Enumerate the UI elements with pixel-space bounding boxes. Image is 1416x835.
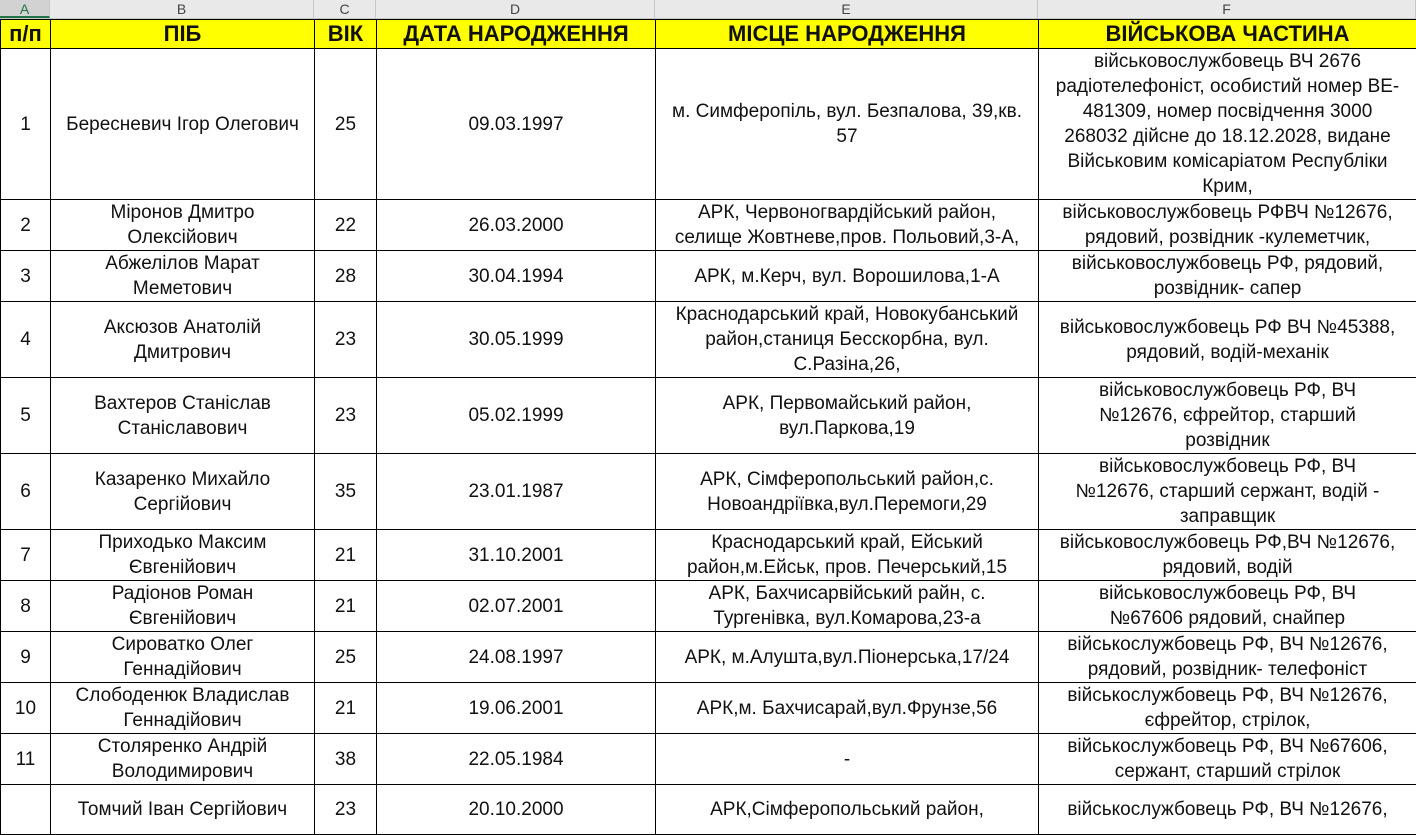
cell-unit[interactable] (1039, 581, 1416, 632)
cell-name[interactable] (51, 530, 315, 581)
cell-name[interactable] (51, 454, 315, 530)
table-row (1, 734, 1416, 785)
cell-line: Сергійович (54, 492, 311, 517)
cell-pob[interactable] (656, 734, 1039, 785)
cell-dob[interactable]: 05.02.1999 (377, 378, 656, 454)
cell-unit[interactable] (1039, 785, 1416, 835)
cell-unit[interactable] (1039, 632, 1416, 683)
cell-age[interactable]: 23 (315, 378, 377, 454)
cell-num[interactable]: 11 (1, 734, 51, 785)
cell-name[interactable] (51, 378, 315, 454)
cell-pob[interactable] (656, 581, 1039, 632)
column-header-bar (0, 0, 1416, 19)
cell-line: Меметович (54, 276, 311, 301)
cell-line: Вахтеров Станіслав (54, 391, 311, 416)
column-letter-e[interactable]: E (655, 0, 1038, 18)
cell-line: військослужбовець РФ, ВЧ №67606, (1042, 734, 1413, 759)
cell-line: м. Симферопіль, вул. Безпалова, 39,кв. (659, 99, 1035, 124)
cell-age[interactable]: 23 (315, 302, 377, 378)
cell-name[interactable] (51, 632, 315, 683)
column-letter-a[interactable]: A (0, 0, 50, 18)
cell-age[interactable]: 38 (315, 734, 377, 785)
cell-pob[interactable] (656, 200, 1039, 251)
header-cell-age[interactable]: ВІК (315, 20, 377, 49)
cell-num[interactable]: 9 (1, 632, 51, 683)
cell-num[interactable]: 3 (1, 251, 51, 302)
cell-line: рядовий, розвідник- телефоніст (1042, 657, 1413, 682)
cell-line: 481309, номер посвідчення 3000 (1042, 99, 1413, 124)
cell-num[interactable]: 10 (1, 683, 51, 734)
cell-num[interactable]: 4 (1, 302, 51, 378)
cell-dob[interactable]: 26.03.2000 (377, 200, 656, 251)
cell-pob[interactable] (656, 530, 1039, 581)
cell-line: розвідник (1042, 428, 1413, 453)
table-row (1, 251, 1416, 302)
spreadsheet-grid (0, 19, 1416, 835)
cell-name[interactable] (51, 785, 315, 835)
cell-age[interactable]: 22 (315, 200, 377, 251)
header-row (1, 20, 1416, 49)
cell-unit[interactable] (1039, 302, 1416, 378)
table-row (1, 632, 1416, 683)
cell-pob[interactable] (656, 785, 1039, 835)
cell-line: сержант, старший стрілок (1042, 759, 1413, 784)
cell-line: військовослужбовець РФВЧ №12676, (1042, 200, 1413, 225)
cell-name[interactable] (51, 200, 315, 251)
table-row (1, 581, 1416, 632)
cell-num[interactable]: 8 (1, 581, 51, 632)
cell-line: Краснодарський край, Новокубанський (659, 302, 1035, 327)
cell-line: Міронов Дмитро (54, 200, 311, 225)
cell-line: №12676, старший сержант, водій - (1042, 479, 1413, 504)
cell-line: АРК, Бахчисарвійський райн, с. (659, 581, 1035, 606)
cell-line: військовослужбовець РФ, ВЧ (1042, 581, 1413, 606)
cell-name[interactable] (51, 683, 315, 734)
cell-age[interactable]: 21 (315, 683, 377, 734)
cell-line: АРК, м.Алушта,вул.Піонерська,17/24 (659, 645, 1035, 670)
cell-line: АРК,м. Бахчисарай,вул.Фрунзе,56 (659, 696, 1035, 721)
cell-line: Аксюзов Анатолій (54, 315, 311, 340)
cell-name[interactable] (51, 581, 315, 632)
cell-line: С.Разіна,26, (659, 352, 1035, 377)
cell-line: єфрейтор, стрілок, (1042, 708, 1413, 733)
cell-num[interactable] (1, 785, 51, 835)
cell-line: військовослужбовець ВЧ 2676 (1042, 49, 1413, 74)
cell-line: військослужбовець РФ, ВЧ №12676, (1042, 632, 1413, 657)
cell-age[interactable]: 25 (315, 49, 377, 200)
column-letter-d[interactable]: D (376, 0, 655, 18)
cell-unit[interactable] (1039, 454, 1416, 530)
cell-pob[interactable] (656, 632, 1039, 683)
cell-line: Краснодарський край, Ейський (659, 530, 1035, 555)
cell-age[interactable]: 21 (315, 581, 377, 632)
cell-line: 57 (659, 124, 1035, 149)
cell-line: селище Жовтневе,пров. Польовий,3-А, (659, 225, 1035, 250)
cell-name[interactable] (51, 734, 315, 785)
cell-unit[interactable] (1039, 378, 1416, 454)
table-row (1, 49, 1416, 200)
cell-unit[interactable] (1039, 734, 1416, 785)
cell-line: Геннадійович (54, 657, 311, 682)
cell-line: військовослужбовець РФ, рядовий, (1042, 251, 1413, 276)
cell-line: вул.Паркова,19 (659, 416, 1035, 441)
cell-line: Дмитрович (54, 340, 311, 365)
cell-line: Радіонов Роман (54, 581, 311, 606)
cell-dob[interactable]: 20.10.2000 (377, 785, 656, 835)
cell-name[interactable] (51, 302, 315, 378)
cell-dob[interactable]: 30.04.1994 (377, 251, 656, 302)
cell-line: Геннадійович (54, 708, 311, 733)
cell-dob[interactable]: 31.10.2001 (377, 530, 656, 581)
cell-age[interactable]: 25 (315, 632, 377, 683)
cell-dob[interactable]: 22.05.1984 (377, 734, 656, 785)
cell-dob[interactable]: 24.08.1997 (377, 632, 656, 683)
cell-num[interactable]: 7 (1, 530, 51, 581)
cell-line: Столяренко Андрій (54, 734, 311, 759)
cell-line: Новоандріївка,вул.Перемоги,29 (659, 492, 1035, 517)
cell-name[interactable] (51, 251, 315, 302)
cell-name[interactable] (51, 49, 315, 200)
table-row (1, 302, 1416, 378)
cell-line: Володимирович (54, 759, 311, 784)
header-cell-unit[interactable]: ВІЙСЬКОВА ЧАСТИНА (1039, 20, 1416, 49)
cell-dob[interactable]: 23.01.1987 (377, 454, 656, 530)
cell-line: район,м.Ейськ, пров. Печерський,15 (659, 555, 1035, 580)
cell-line: Слободенюк Владислав (54, 683, 311, 708)
table-row (1, 785, 1416, 835)
cell-line: військовослужбовець РФ, ВЧ (1042, 378, 1413, 403)
table-row (1, 683, 1416, 734)
cell-line: №12676, єфрейтор, старший (1042, 403, 1413, 428)
cell-line: військослужбовець РФ, ВЧ №12676, (1042, 683, 1413, 708)
cell-line: Олексійович (54, 225, 311, 250)
cell-unit[interactable] (1039, 530, 1416, 581)
column-letter-c[interactable]: C (314, 0, 376, 18)
header-cell-pob[interactable]: МІСЦЕ НАРОДЖЕННЯ (656, 20, 1039, 49)
cell-age[interactable]: 28 (315, 251, 377, 302)
cell-age[interactable]: 23 (315, 785, 377, 835)
cell-line: військовослужбовець РФ, ВЧ (1042, 454, 1413, 479)
cell-pob[interactable] (656, 49, 1039, 200)
cell-line: АРК, Сімферопольський район,с. (659, 467, 1035, 492)
cell-line: військовослужбовець РФ ВЧ №45388, (1042, 315, 1413, 340)
table-row (1, 378, 1416, 454)
cell-line: Бересневич Ігор Олегович (54, 112, 311, 137)
cell-num[interactable]: 1 (1, 49, 51, 200)
cell-dob[interactable]: 02.07.2001 (377, 581, 656, 632)
cell-line: Євгенійович (54, 555, 311, 580)
cell-line: №67606 рядовий, снайпер (1042, 606, 1413, 631)
cell-line: Абжелілов Марат (54, 251, 311, 276)
cell-line: рядовий, водій-механік (1042, 340, 1413, 365)
cell-line: Томчий Іван Сергійович (54, 797, 311, 822)
cell-line: - (659, 747, 1035, 772)
cell-line: рядовий, розвідник -кулеметчик, (1042, 225, 1413, 250)
cell-line: Тургенівка, вул.Комарова,23-а (659, 606, 1035, 631)
cell-line: район,станиця Бесскорбна, вул. (659, 327, 1035, 352)
cell-line: Крим, (1042, 174, 1413, 199)
cell-dob[interactable]: 19.06.2001 (377, 683, 656, 734)
cell-dob[interactable]: 09.03.1997 (377, 49, 656, 200)
cell-pob[interactable] (656, 378, 1039, 454)
cell-line: Сироватко Олег (54, 632, 311, 657)
cell-num[interactable]: 2 (1, 200, 51, 251)
column-letter-f[interactable]: F (1038, 0, 1416, 18)
cell-unit[interactable] (1039, 251, 1416, 302)
cell-unit[interactable] (1039, 200, 1416, 251)
cell-line: військовослужбовець РФ,ВЧ №12676, (1042, 530, 1413, 555)
grid-body (1, 49, 1416, 835)
cell-pob[interactable] (656, 251, 1039, 302)
cell-line: рядовий, водій (1042, 555, 1413, 580)
cell-pob[interactable] (656, 683, 1039, 734)
cell-num[interactable]: 5 (1, 378, 51, 454)
cell-age[interactable]: 35 (315, 454, 377, 530)
header-cell-dob[interactable]: ДАТА НАРОДЖЕННЯ (377, 20, 656, 49)
cell-unit[interactable] (1039, 683, 1416, 734)
cell-line: Казаренко Михайло (54, 467, 311, 492)
cell-line: АРК, м.Керч, вул. Ворошилова,1-А (659, 264, 1035, 289)
cell-line: Євгенійович (54, 606, 311, 631)
cell-line: АРК, Червоногвардійський район, (659, 200, 1035, 225)
cell-age[interactable]: 21 (315, 530, 377, 581)
cell-line: АРК, Первомайський район, (659, 391, 1035, 416)
column-letter-b[interactable]: B (50, 0, 314, 18)
cell-line: заправщик (1042, 504, 1413, 529)
header-cell-name[interactable]: ПІБ (51, 20, 315, 49)
cell-line: АРК,Сімферопольський район, (659, 797, 1035, 822)
cell-unit[interactable] (1039, 49, 1416, 200)
cell-pob[interactable] (656, 454, 1039, 530)
cell-num[interactable]: 6 (1, 454, 51, 530)
table-row (1, 454, 1416, 530)
cell-line: розвідник- сапер (1042, 276, 1413, 301)
table-row (1, 200, 1416, 251)
cell-line: 268032 дійсне до 18.12.2028, видане (1042, 124, 1413, 149)
table-row (1, 530, 1416, 581)
cell-dob[interactable]: 30.05.1999 (377, 302, 656, 378)
cell-line: радіотелефоніст, особистий номер ВЕ- (1042, 74, 1413, 99)
cell-line: Військовим комісаріатом Республіки (1042, 149, 1413, 174)
cell-line: Станіславович (54, 416, 311, 441)
header-cell-num[interactable]: п/п (1, 20, 51, 49)
cell-pob[interactable] (656, 302, 1039, 378)
cell-line: Приходько Максим (54, 530, 311, 555)
cell-line: військослужбовець РФ, ВЧ №12676, (1042, 797, 1413, 822)
